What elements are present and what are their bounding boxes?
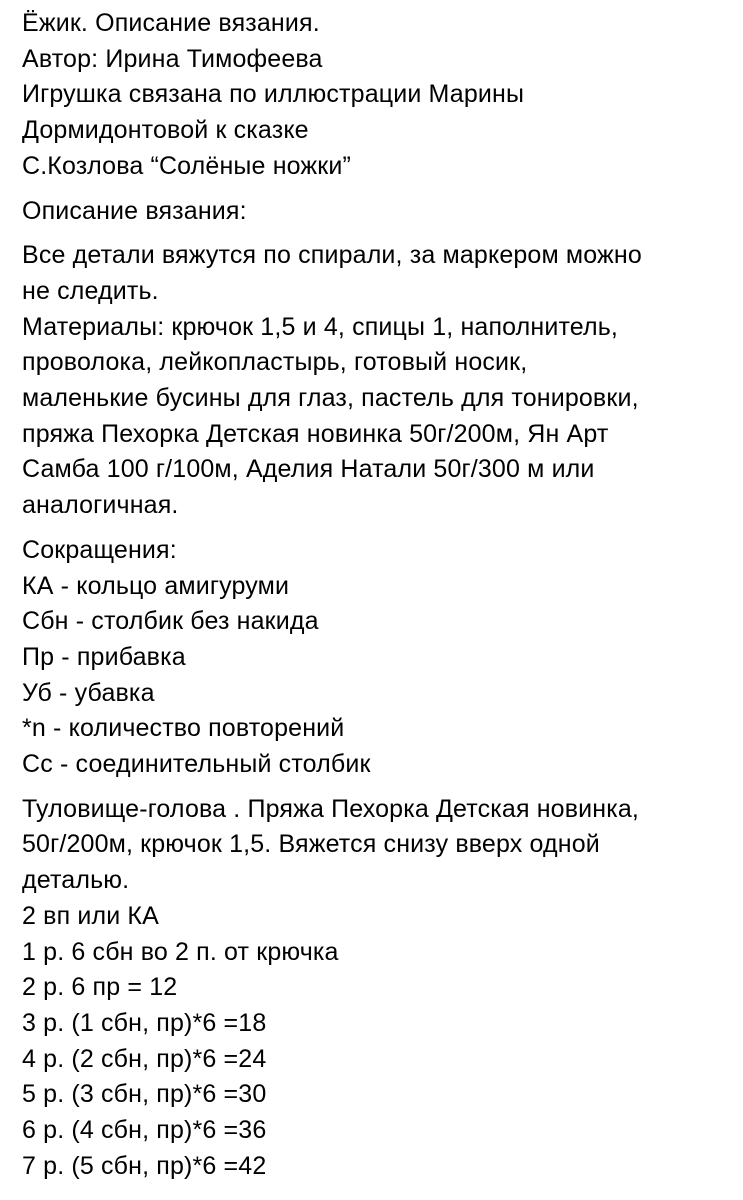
row-instruction: 3 р. (1 сбн, пр)*6 =18 bbox=[22, 1008, 267, 1037]
header-block bbox=[22, 6, 737, 185]
materials-line: маленькие бусины для глаз, пастель для тонировки, bbox=[22, 384, 639, 413]
row-instruction: 5 р. (3 сбн, пр)*6 =30 bbox=[22, 1080, 267, 1109]
document-title: Ёжик. Описание вязания. bbox=[22, 9, 320, 37]
abbreviations-block bbox=[22, 533, 737, 783]
abbreviations-heading: Сокращения: bbox=[22, 535, 177, 564]
body-part-intro: 50г/200м, крючок 1,5. Вяжется снизу вверх одной bbox=[22, 830, 600, 859]
header-line: Игрушка связана по иллюстрации Марины bbox=[22, 80, 525, 109]
materials-line: аналогичная. bbox=[22, 491, 179, 520]
row-instruction: 4 р. (2 сбн, пр)*6 =24 bbox=[22, 1044, 267, 1073]
body-part-block bbox=[22, 792, 737, 1185]
row-instruction: 2 вп или КА bbox=[22, 901, 159, 930]
abbreviation-item: Сбн - столбик без накида bbox=[22, 607, 319, 636]
section-heading-block bbox=[22, 194, 737, 230]
materials-line: Самба 100 г/100м, Аделия Натали 50г/300 м или bbox=[22, 455, 595, 484]
header-line: С.Козлова “Солёные ножки” bbox=[22, 151, 351, 180]
body-part-intro: Туловище-голова . Пряжа Пехорка Детская новинка, bbox=[22, 794, 640, 823]
abbreviation-item: Сс - соединительный столбик bbox=[22, 750, 371, 779]
row-instruction: 2 р. 6 пр = 12 bbox=[22, 973, 178, 1002]
header-line: Дормидонтовой к сказке bbox=[22, 116, 309, 145]
document-text bbox=[22, 6, 737, 1194]
abbreviation-item: Уб - убавка bbox=[22, 678, 155, 707]
materials-block bbox=[22, 238, 737, 524]
row-instruction: 6 р. (4 сбн, пр)*6 =36 bbox=[22, 1116, 267, 1145]
materials-line: Материалы: крючок 1,5 и 4, спицы 1, наполнитель, bbox=[22, 312, 619, 341]
author-line: Автор: Ирина Тимофеева bbox=[22, 44, 323, 73]
abbreviation-item: *n - количество повторений bbox=[22, 714, 345, 743]
abbreviation-item: КА - кольцо амигуруми bbox=[22, 571, 290, 600]
section-heading: Описание вязания: bbox=[22, 196, 247, 225]
materials-line: не следить. bbox=[22, 276, 159, 305]
row-instruction: 1 р. 6 сбн во 2 п. от крючка bbox=[22, 937, 339, 966]
body-part-intro: деталью. bbox=[22, 866, 130, 895]
abbreviation-item: Пр - прибавка bbox=[22, 642, 186, 671]
row-instruction: 7 р. (5 сбн, пр)*6 =42 bbox=[22, 1151, 267, 1180]
materials-line: пряжа Пехорка Детская новинка 50г/200м, Ян Арт bbox=[22, 419, 609, 448]
materials-line: проволока, лейкопластырь, готовый носик, bbox=[22, 348, 528, 377]
materials-line: Все детали вяжутся по спирали, за маркером можно bbox=[22, 241, 642, 270]
